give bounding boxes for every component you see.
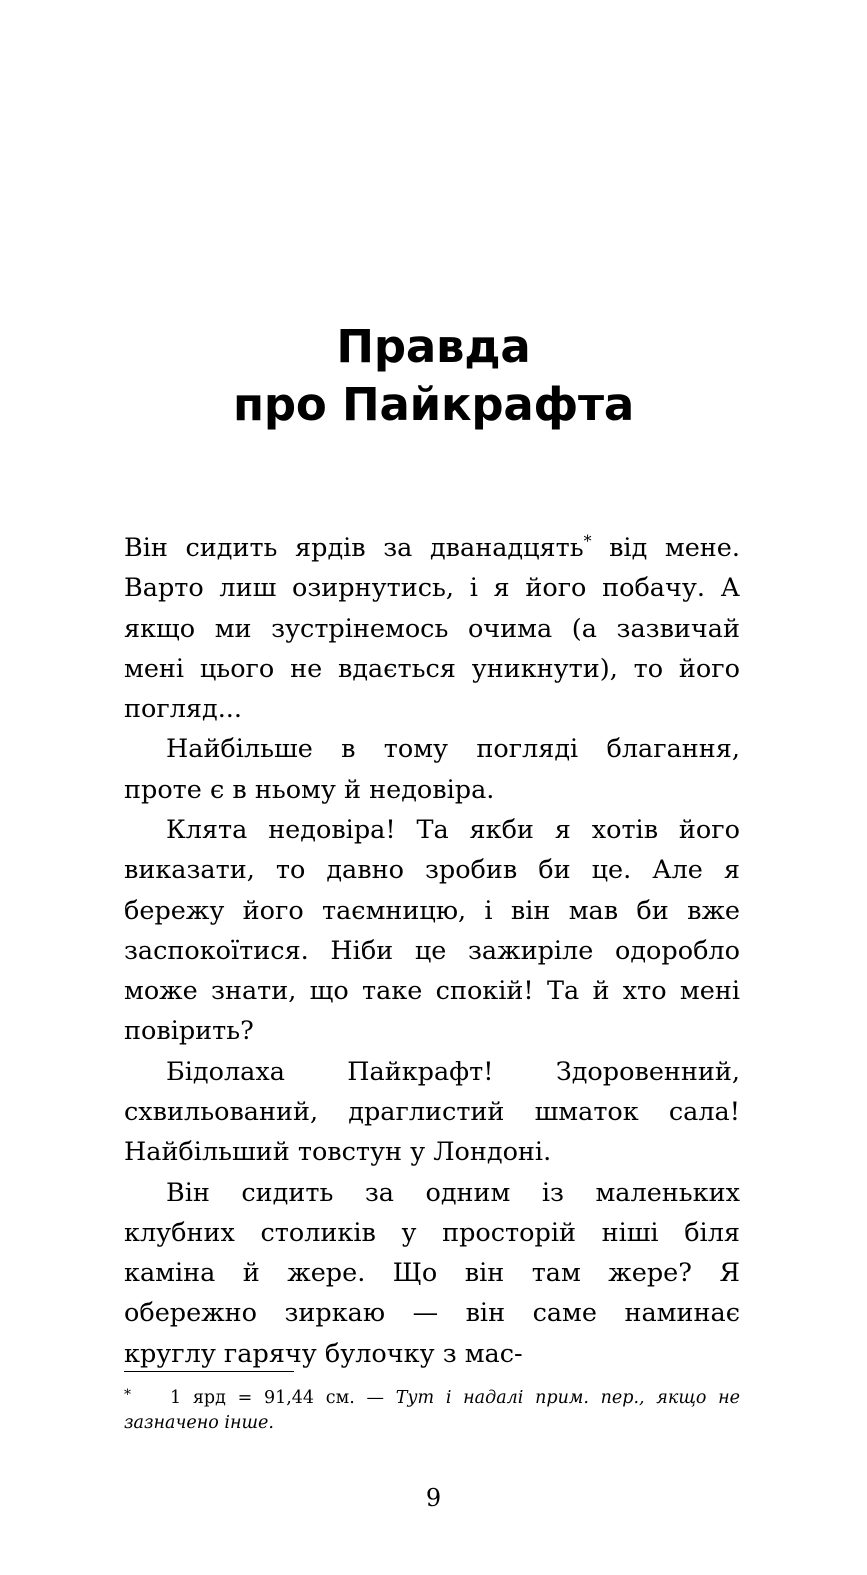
paragraph-3: Клята недовіра! Та якби я хотів його виказати, то давно зробив би це. Але я бережу його таємницю, і він мав би вже заспокоїтися. Ніби це зажиріле одоробло може знати, що таке спокій! Та й хто мені повірить? xyxy=(124,814,740,1047)
page-title xyxy=(0,318,867,433)
footnote xyxy=(124,1386,740,1436)
footnote-divider xyxy=(124,1371,294,1372)
body-text xyxy=(124,528,740,1374)
page-number: 9 xyxy=(425,1484,442,1512)
paragraph-2: Найбільше в тому погляді благання, проте є в ньому й недовіра. xyxy=(124,734,740,805)
paragraph-1-post: від мене. Варто лиш озирнутись, і я його побачу. А якщо ми зустрінемось очима (а зазвичай мені цього не вдається уникнути), то його погляд... xyxy=(124,533,740,725)
footnote-text-plain: 1 ярд = 91,44 см. — xyxy=(170,1388,396,1408)
paragraph-1-pre: Він сидить ярдів за дванадцять xyxy=(124,533,584,563)
title-line-1: Правда xyxy=(336,320,531,373)
paragraph-1 xyxy=(124,528,740,729)
footnote-marker: * xyxy=(124,1387,131,1403)
paragraph-4: Бідолаха Пайкрафт! Здоровенний, схвильований, драглистий шматок сала! Найбільший товстун у Лондоні. xyxy=(124,1056,740,1168)
paragraph-5: Він сидить за одним із маленьких клубних столиків у просторій ніші біля каміна й жере. Що він там жере? Я обережно зиркаю — він саме наминає круглу гарячу булочку з мас- xyxy=(124,1177,740,1369)
footnote-text-italic: Тут і надалі прим. пер., якщо не зазначено інше. xyxy=(124,1388,740,1433)
footnote-reference[interactable]: * xyxy=(583,531,592,551)
title-line-2: про Пайкрафта xyxy=(232,377,635,431)
